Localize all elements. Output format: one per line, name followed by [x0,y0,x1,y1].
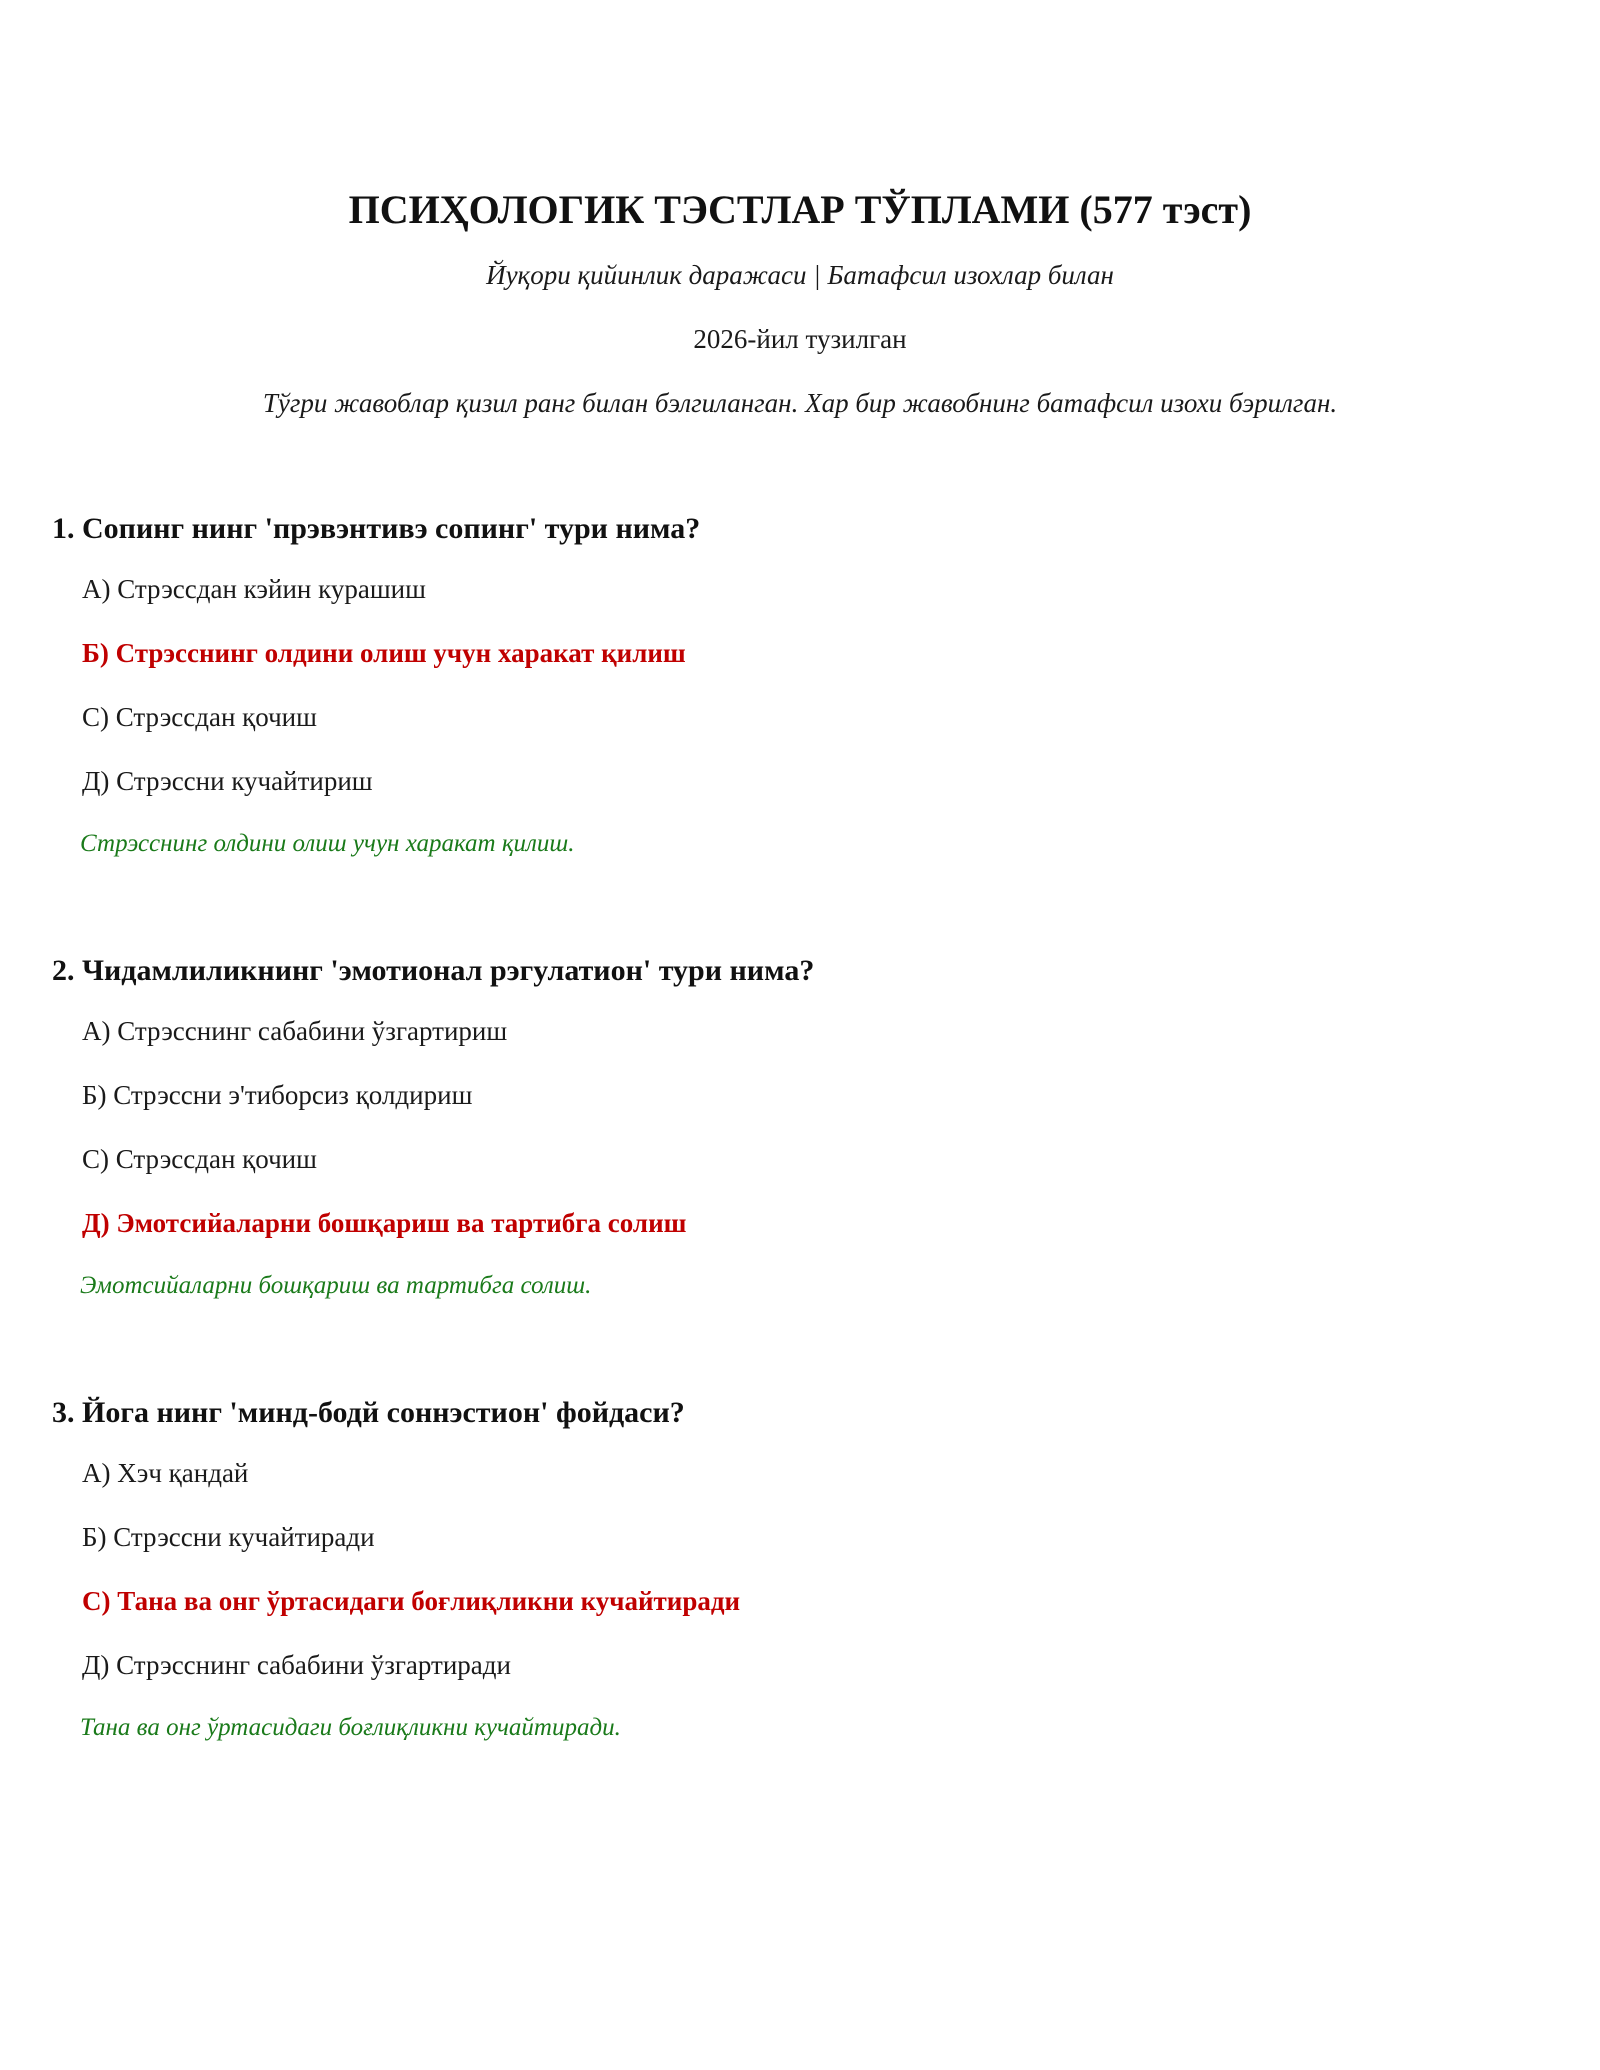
document-date: 2026-йил тузилган [693,324,907,354]
answer-option-correct: Б) Стрэсснинг олдини олиш учун харакат қилиш [82,638,686,668]
answer-option-correct: С) Тана ва онг ўртасидаги боғлиқликни кучайтиради [82,1586,741,1616]
answer-explanation: Тана ва онг ўртасидаги боғлиқликни кучайтиради. [80,1714,621,1741]
answer-explanation: Стрэсснинг олдини олиш учун харакат қилиш. [80,830,575,857]
answer-option: Б) Стрэссни кучайтиради [82,1522,375,1552]
question-list [52,509,1548,1745]
answer-option: А) Стрэсснинг сабабини ўзгартириш [82,1016,508,1046]
question-title: 1. Сопинг нинг 'прэвэнтивэ сопинг' тури нима? [52,512,701,545]
answer-option: С) Стрэссдан қочиш [82,702,317,732]
answer-option: Д) Стрэссни кучайтириш [82,766,373,796]
answer-explanation: Эмотсийаларни бошқариш ва тартибга солиш. [80,1272,592,1299]
question-item [52,509,1548,861]
answer-option: С) Стрэссдан қочиш [82,1144,317,1174]
document-note: Тўгри жавоблар қизил ранг билан бэлгиланган. Хар бир жавобнинг батафсил изохи бэрилган. [262,388,1338,418]
document-header [52,0,1548,421]
question-title: 2. Чидамлиликнинг 'эмотионал рэгулатион' тури нима? [52,954,815,987]
document-subtitle: Йуқори қийинлик даражаси | Батафсил изохлар билан [486,260,1114,290]
answer-option: А) Хэч қандай [82,1458,249,1488]
answer-option: Б) Стрэссни э'тиборсиз қолдириш [82,1080,473,1110]
answer-option: Д) Стрэсснинг сабабини ўзгартиради [82,1650,511,1680]
question-item [52,951,1548,1303]
question-item [52,1393,1548,1745]
answer-option-correct: Д) Эмотсийаларни бошқариш ва тартибга солиш [82,1208,687,1238]
answer-option: А) Стрэссдан кэйин курашиш [82,574,426,604]
question-title: 3. Йога нинг 'минд-бодй соннэстион' фойдаси? [52,1396,685,1429]
document-title: ПСИҲОЛОГИК ТЭСТЛАР ТЎПЛАМИ (577 тэст) [348,187,1252,232]
